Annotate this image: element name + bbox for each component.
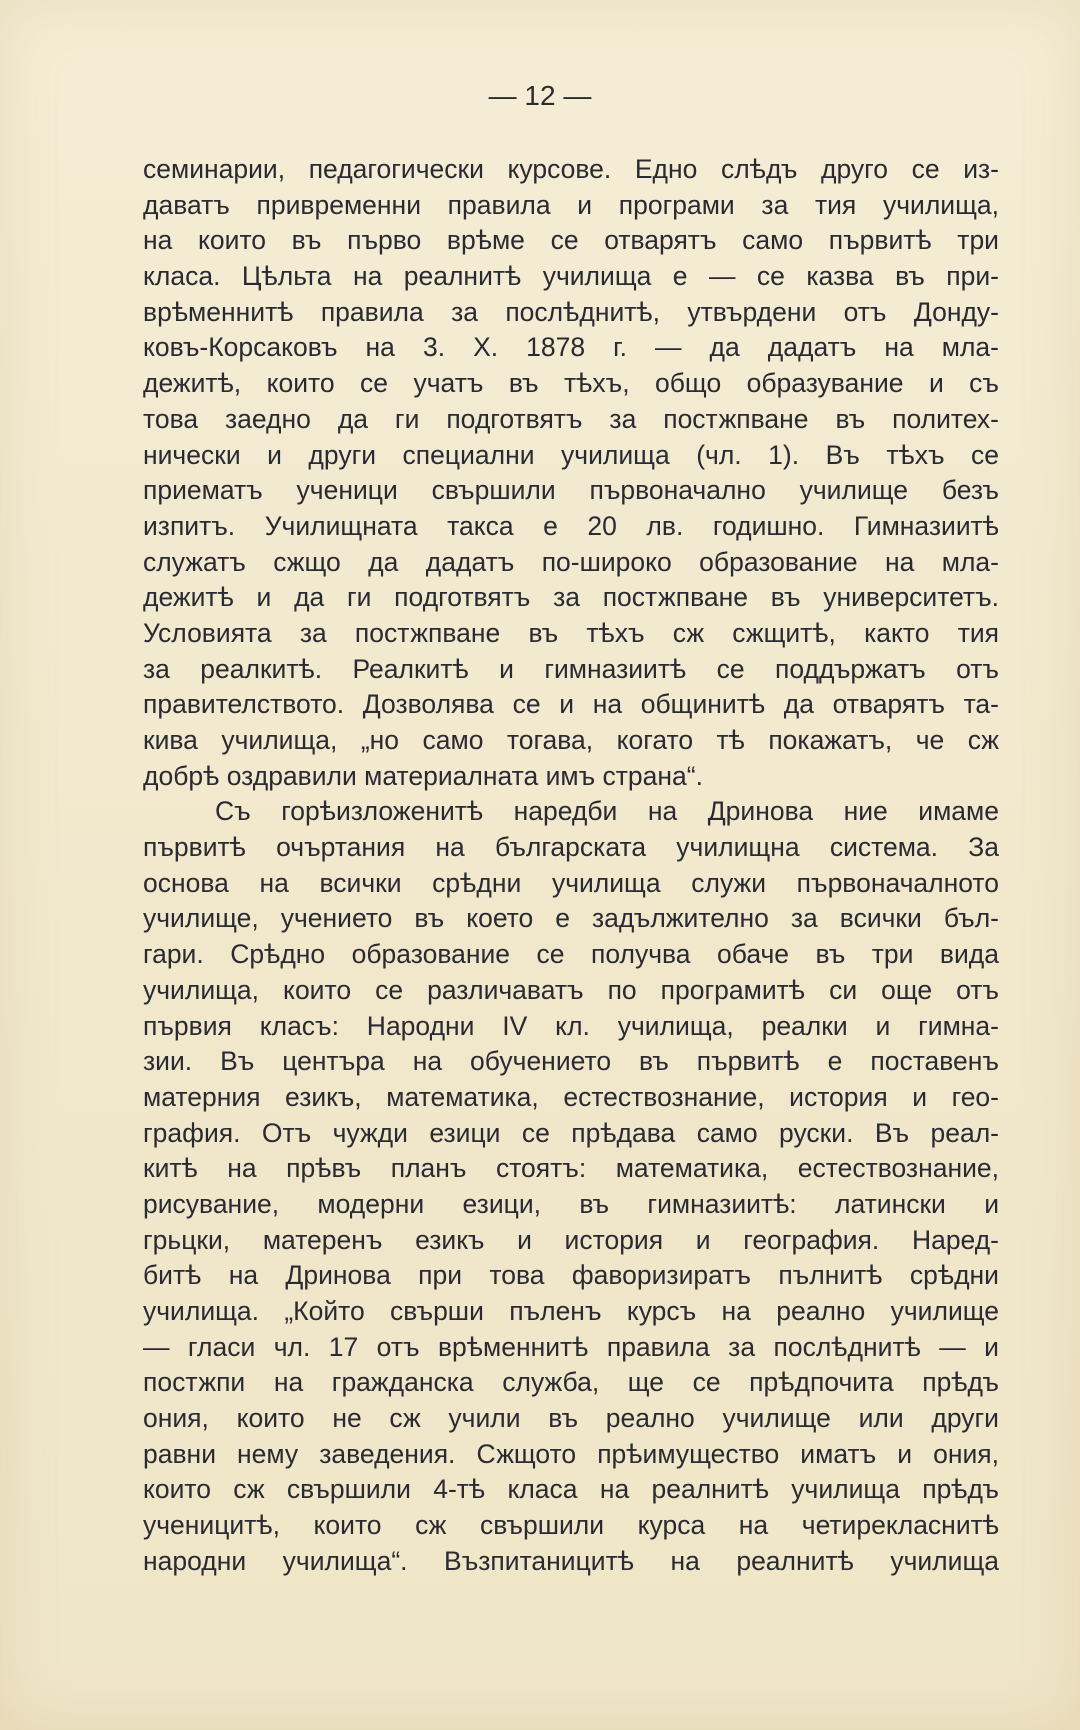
- text-line: първия класъ: Народни IV кл. училища, реалки и гимна-: [143, 1010, 999, 1041]
- text-line: графия. Отъ чужди езици се прѣдава само руски. Въ реал-: [143, 1117, 999, 1148]
- body-text: [143, 152, 999, 1580]
- text-line: ковъ-Корсаковъ на 3. X. 1878 г. — да дадатъ на мла-: [143, 332, 999, 363]
- text-line: нически и други специални училища (чл. 1). Въ тѣхъ се: [143, 439, 999, 470]
- text-line: грьцки, матеренъ езикъ и история и география. Наред-: [143, 1224, 999, 1255]
- text-line: дежитѣ и да ги подготвятъ за постжпване въ университетъ.: [143, 582, 999, 613]
- text-line: правителството. Дозволява се и на общинитѣ да отварятъ та-: [143, 689, 999, 720]
- text-line: семинарии, педагогически курсове. Едно слѣдъ друго се из-: [143, 154, 999, 184]
- text-line: врѣменнитѣ правила за послѣднитѣ, утвърдени отъ Дондy-: [143, 296, 999, 327]
- text-line: приематъ ученици свършили първоначално училище безъ: [143, 475, 999, 506]
- text-line: класа. Цѣльта на реалнитѣ училища е — се казва въ при-: [143, 261, 999, 292]
- text-line-paragraph-end: добрѣ оздравили материалната имъ страна“.: [143, 760, 703, 791]
- text-line: дежитѣ, които се учатъ въ тѣхъ, общо образувание и съ: [143, 368, 999, 399]
- text-line: — гласи чл. 17 отъ врѣменнитѣ правила за послѣднитѣ — и: [143, 1331, 999, 1362]
- text-line: народни училища“. Възпитаницитѣ на реалнитѣ училища: [143, 1545, 999, 1576]
- text-line: основа на всички срѣдни училища служи първоначалното: [143, 867, 999, 898]
- text-line: даватъ привременни правила и програми за тия училища,: [143, 189, 999, 220]
- text-line: училища, които се различаватъ по програмитѣ си още отъ: [143, 974, 999, 1005]
- text-line: ония, които не сж учили въ реално училище или други: [143, 1403, 999, 1434]
- text-line: постжпи на гражданска служба, ще се прѣдпочита прѣдъ: [143, 1367, 999, 1398]
- text-line: които сж свършили 4-тѣ класа на реалнитѣ училища прѣдъ: [143, 1474, 999, 1505]
- text-line: рисувание, модерни езици, въ гимназиитѣ: латински и: [143, 1188, 999, 1219]
- text-line: училище, учението въ което е задължително за всички бъл-: [143, 903, 999, 934]
- page-number: — 12 —: [488, 80, 592, 111]
- text-line: служатъ сжщо да дадатъ по-широко образование на мла-: [143, 546, 999, 577]
- text-line-paragraph-start: Съ горѣизложенитѣ наредби на Дринова ние имаме: [215, 796, 999, 827]
- text-line: за реалкитѣ. Реалкитѣ и гимназиитѣ се поддържатъ отъ: [143, 653, 999, 684]
- text-line: това заедно да ги подготвятъ за постжпване въ политех-: [143, 403, 999, 434]
- text-line: училища. „Който свърши пъленъ курсъ на реално училище: [143, 1296, 999, 1326]
- text-line: ученицитѣ, които сж свършили курса на четирекласнитѣ: [143, 1510, 999, 1541]
- text-line: битѣ на Дринова при това фаворизиратъ пълнитѣ срѣдни: [143, 1260, 999, 1291]
- text-line: кива училища, „но само тогава, когато тѣ покажатъ, че сж: [143, 725, 999, 755]
- text-line: зии. Въ центъра на обучението въ първитѣ е поставенъ: [143, 1046, 999, 1077]
- text-line: изпитъ. Училищната такса е 20 лв. годишно. Гимназиитѣ: [143, 510, 999, 541]
- text-line: китѣ на прѣвъ планъ стоятъ: математика, естествознание,: [143, 1153, 999, 1184]
- text-line: гари. Срѣдно образование се получва обаче въ три вида: [143, 939, 999, 970]
- text-line: Условията за постжпване въ тѣхъ сж сжщитѣ, както тия: [143, 617, 999, 648]
- text-line: на които въ първо врѣме се отварятъ само първитѣ три: [143, 225, 999, 256]
- text-line: първитѣ очъртания на българската училищна система. За: [143, 832, 999, 863]
- text-line: матерния езикъ, математика, естествознание, история и гео-: [143, 1081, 999, 1112]
- text-line: равни нему заведения. Сжщото прѣимущество иматъ и ония,: [143, 1438, 999, 1469]
